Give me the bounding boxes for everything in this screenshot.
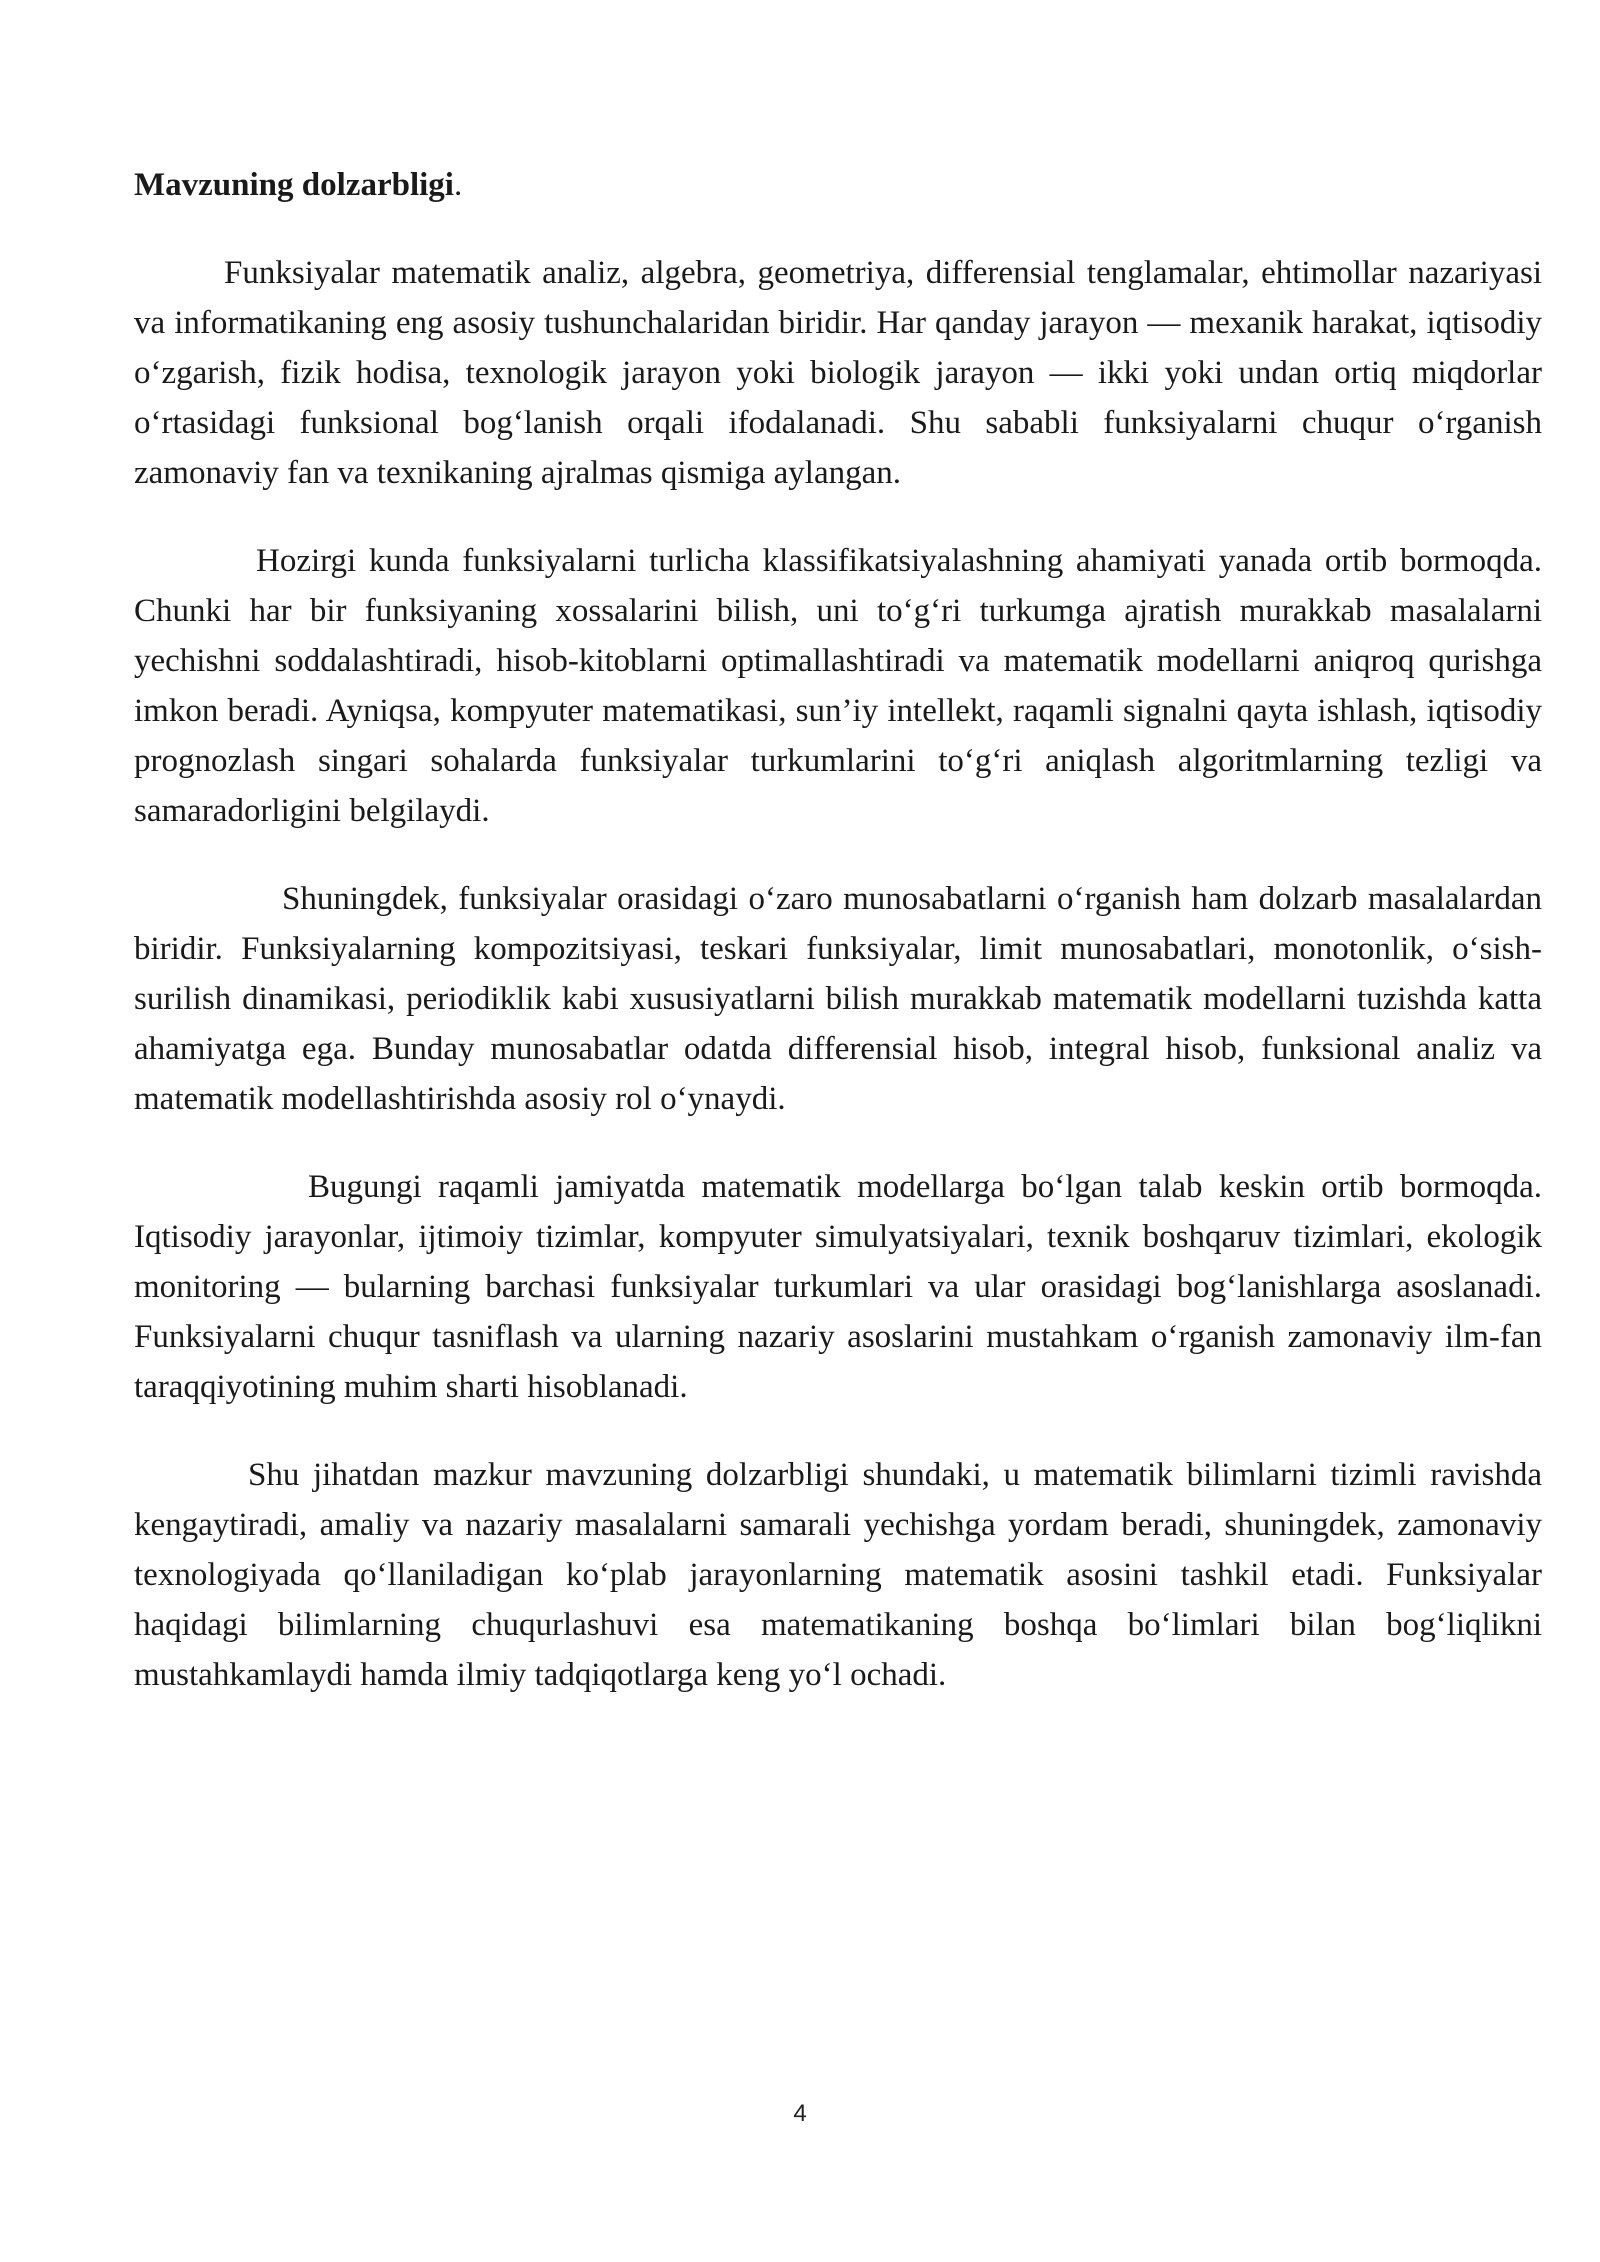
paragraph: Shu jihatdan mazkur mavzuning dolzarbligi shundaki, u matematik bilimlarni tizimli ravishda kengaytiradi, amaliy va nazariy masalalarni samarali yechishga yordam beradi, shuningdek, zamonaviy texnologiyada qo‘llaniladigan ko‘plab jarayonlarning matematik asosini tashkil etadi. Funksiyalar haqidagi bilimlarning chuqurlashuvi esa matematikaning boshqa bo‘limlari bilan bog‘liqlikni mustahkamlaydi hamda ilmiy tadqiqotlarga keng yo‘l ochadi. xyxy=(134,1457,1542,1693)
section-heading-text: Mavzuning dolzarbligi xyxy=(134,167,454,203)
paragraph: Funksiyalar matematik analiz, algebra, geometriya, differensial tenglamalar, ehtimollar nazariyasi va informatikaning eng asosiy tushunchalaridan biridir. Har qanday jarayon — mexanik harakat, iqtisodiy o‘zgarish, fizik hodisa, texnologik jarayon yoki biologik jarayon — ikki yoki undan ortiq miqdorlar o‘rtasidagi funksional bog‘lanish orqali ifodalanadi. Shu sababli funksiyalarni chuqur o‘rganish zamonaviy fan va texnikaning ajralmas qismiga aylangan. xyxy=(134,255,1542,491)
section-heading xyxy=(134,160,1542,210)
section-heading-punctuation: . xyxy=(453,167,463,203)
page-number: 4 xyxy=(793,2100,807,2127)
paragraph: Shuningdek, funksiyalar orasidagi o‘zaro munosabatlarni o‘rganish ham dolzarb masalalardan biridir. Funksiyalarning kompozitsiyasi, teskari funksiyalar, limit munosabatlari, monotonlik, o‘sish-surilish dinamikasi, periodiklik kabi xususiyatlarni bilish murakkab matematik modellarni tuzishda katta ahamiyatga ega. Bunday munosabatlar odatda differensial hisob, integral hisob, funksional analiz va matematik modellashtirishda asosiy rol o‘ynaydi. xyxy=(134,881,1542,1117)
paragraph: Bugungi raqamli jamiyatda matematik modellarga bo‘lgan talab keskin ortib bormoqda. Iqtisodiy jarayonlar, ijtimoiy tizimlar, kompyuter simulyatsiyalari, texnik boshqaruv tizimlari, ekologik monitoring — bularning barchasi funksiyalar turkumlari va ular orasidagi bog‘lanishlarga asoslanadi. Funksiyalarni chuqur tasniflash va ularning nazariy asoslarini mustahkam o‘rganish zamonaviy ilm-fan taraqqiyotining muhim sharti hisoblanadi. xyxy=(134,1169,1542,1405)
paragraph: Hozirgi kunda funksiyalarni turlicha klassifikatsiyalashning ahamiyati yanada ortib bormoqda. Chunki har bir funksiyaning xossalarini bilish, uni to‘g‘ri turkumga ajratish murakkab masalalarni yechishni soddalashtiradi, hisob-kitoblarni optimallashtiradi va matematik modellarni aniqroq qurishga imkon beradi. Ayniqsa, kompyuter matematikasi, sun’iy intellekt, raqamli signalni qayta ishlash, iqtisodiy prognozlash singari sohalarda funksiyalar turkumlarini to‘g‘ri aniqlash algoritmlarning tezligi va samaradorligini belgilaydi. xyxy=(134,543,1542,829)
document-body xyxy=(134,160,1542,1738)
